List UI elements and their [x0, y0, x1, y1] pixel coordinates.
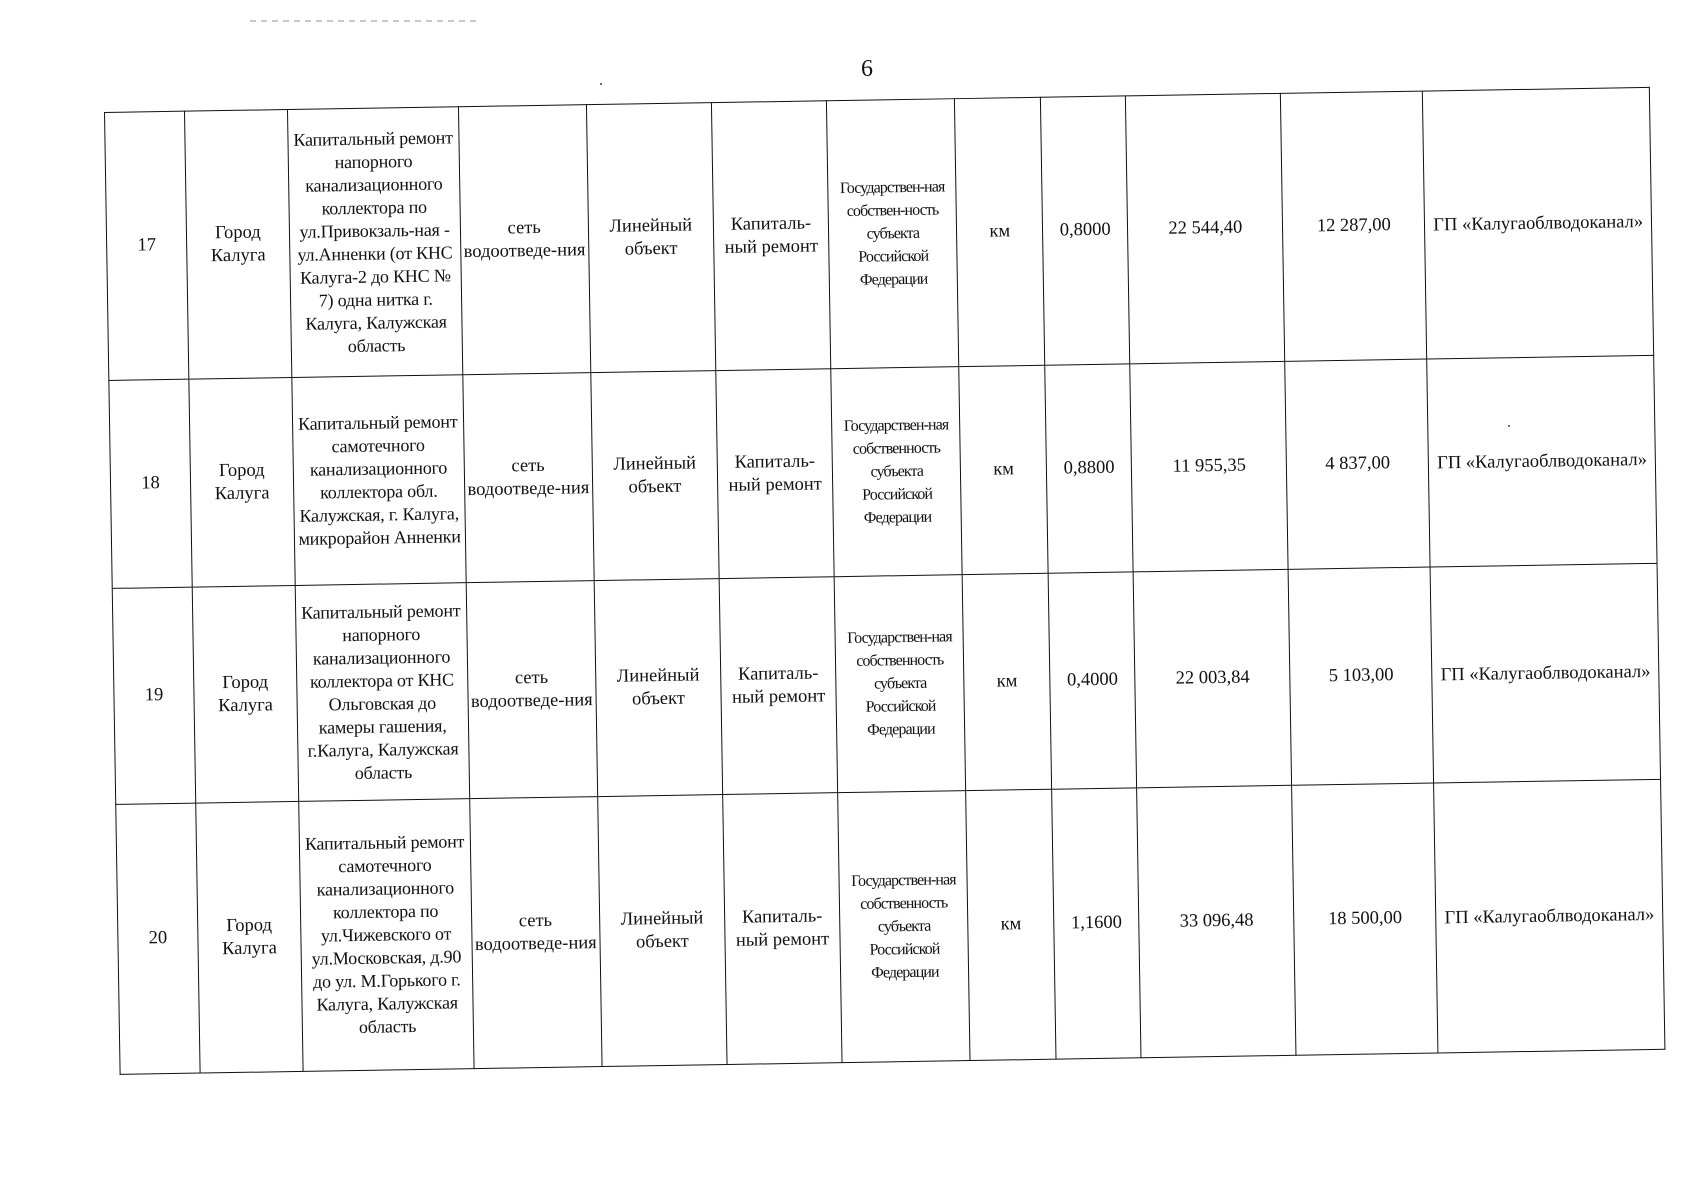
scan-artifact — [250, 20, 480, 22]
unit-cell: км — [959, 365, 1048, 574]
municipality-cell: Город Калуга — [189, 377, 295, 587]
unit-cell: км — [963, 573, 1052, 790]
ownership-cell: Государствен-ная собственность субъекта Российской Федерации — [834, 575, 966, 793]
total-cost-cell: 11 955,35 — [1130, 361, 1288, 571]
row-number: 18 — [109, 379, 192, 588]
capital-repair-table — [104, 87, 1665, 1075]
work-type-cell: Капиталь-ный ремонт — [719, 577, 838, 795]
table-row — [109, 355, 1657, 588]
row-number: 19 — [112, 587, 196, 804]
object-type-cell: Линейный объект — [594, 579, 722, 797]
operator-cell: ГП «Калугаоблводоканал» — [1423, 87, 1654, 359]
object-name-cell: Капитальный ремонт самотечного канализационного коллектора обл. Калужская, г. Калуга, микрорайон Анненки — [292, 375, 466, 586]
row-number: 17 — [105, 111, 189, 380]
network-type-cell: сеть водоотведе-ния — [462, 373, 594, 583]
table-row — [105, 87, 1654, 380]
ownership-cell: Государствен-ная собственность субъекта Российской Федерации — [831, 367, 963, 577]
unit-cell: км — [955, 97, 1045, 366]
document-sheet — [104, 87, 1665, 1075]
funding-cell: 12 287,00 — [1281, 91, 1427, 361]
municipality-cell: Город Калуга — [196, 801, 303, 1073]
operator-cell: ГП «Калугаоблводоканал» — [1430, 563, 1660, 783]
funding-cell: 4 837,00 — [1285, 359, 1430, 569]
length-cell: 0,8800 — [1045, 364, 1134, 573]
network-type-cell: сеть водоотведе-ния — [458, 105, 591, 375]
object-type-cell: Линейный объект — [598, 795, 727, 1067]
operator-cell: ГП «Калугаоблводоканал» — [1434, 779, 1665, 1053]
row-number: 20 — [116, 803, 200, 1074]
table-row — [112, 563, 1660, 804]
work-type-cell: Капиталь-ный ремонт — [723, 793, 843, 1065]
unit-cell: км — [966, 789, 1056, 1060]
length-cell: 0,8000 — [1040, 96, 1130, 365]
network-type-cell: сеть водоотведе-ния — [469, 797, 602, 1069]
ownership-cell: Государствен-ная собственность субъекта Российской Федерации — [838, 791, 971, 1063]
object-type-cell: Линейный объект — [586, 103, 715, 373]
object-type-cell: Линейный объект — [591, 371, 719, 581]
length-cell: 1,1600 — [1052, 788, 1142, 1059]
funding-cell: 18 500,00 — [1292, 783, 1438, 1055]
work-type-cell: Капиталь-ный ремонт — [711, 101, 831, 371]
work-type-cell: Капиталь-ный ремонт — [716, 369, 835, 579]
total-cost-cell: 33 096,48 — [1137, 785, 1296, 1057]
length-cell: 0,4000 — [1048, 572, 1137, 789]
object-name-cell: Капитальный ремонт напорного канализационного коллектора от КНС Ольговская до камеры гашения, г.Калуга, Калужская область — [295, 583, 469, 802]
funding-cell: 5 103,00 — [1288, 567, 1434, 785]
municipality-cell: Город Калуга — [185, 110, 292, 380]
scan-speck — [600, 83, 602, 85]
network-type-cell: сеть водоотведе-ния — [466, 581, 598, 799]
total-cost-cell: 22 544,40 — [1126, 93, 1285, 363]
table-row — [116, 779, 1665, 1074]
object-name-cell: Капитальный ремонт напорного канализационного коллектора по ул.Привокзаль-ная - ул.Анненки (от КНС Калуга-2 до КНС № 7) одна нитка г. Калуга, Калужская область — [287, 107, 462, 378]
object-name-cell: Капитальный ремонт самотечного канализационного коллектора по ул.Чижевского от ул.Московская, д.90 до ул. М.Горького г. Калуга, Калужская область — [298, 799, 473, 1072]
page-number: 6 — [861, 56, 873, 82]
total-cost-cell: 22 003,84 — [1133, 569, 1291, 787]
ownership-cell: Государствен-ная собствен-ность субъекта Российской Федерации — [827, 99, 960, 369]
municipality-cell: Город Калуга — [192, 585, 298, 803]
operator-cell: ГП «Калугаоблводоканал» — [1427, 355, 1657, 567]
